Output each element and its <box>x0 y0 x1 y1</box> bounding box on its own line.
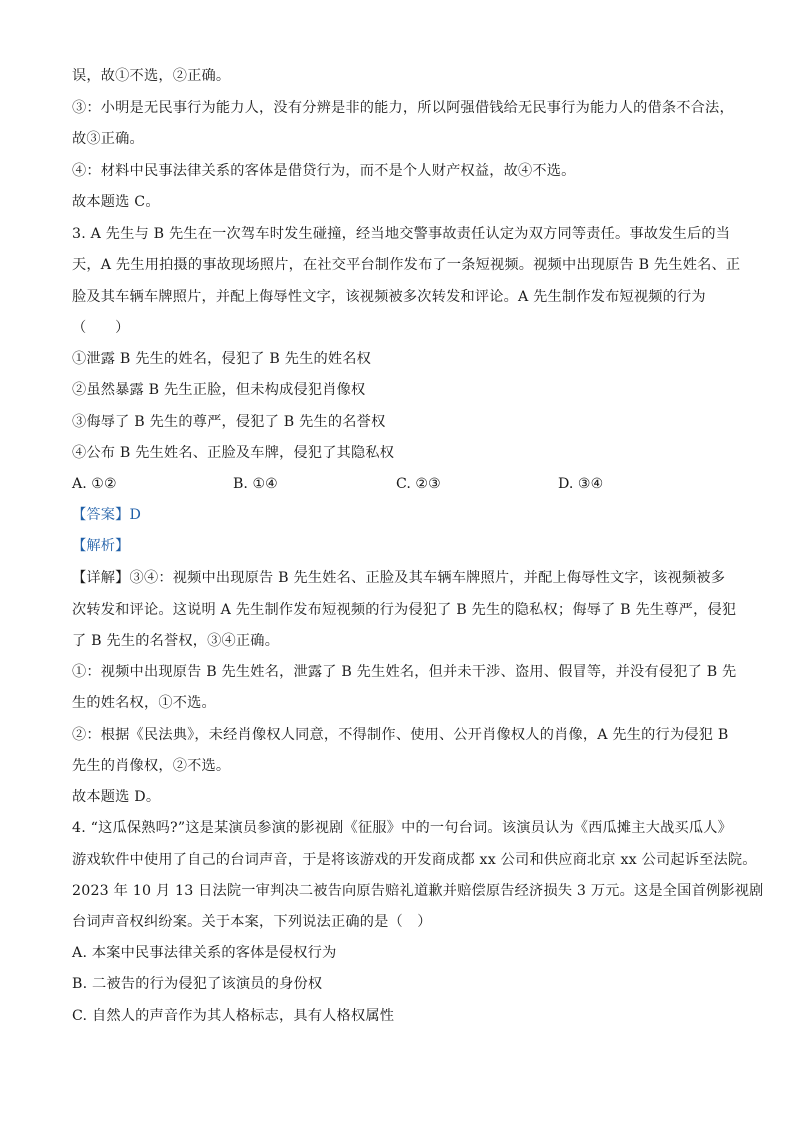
option-d: D. ③④ <box>558 476 604 492</box>
question-3-stem: 3. A 先生与 B 先生在一次驾车时发生碰撞，经当地交警事故责任认定为双方同等责任。事故发生后的当 <box>72 226 731 242</box>
explanation-line: ②：根据《民法典》，未经肖像权人同意，不得制作、使用、公开肖像权人的肖像，A 先生的行为侵犯 B <box>72 727 729 743</box>
question-4-stem: 游戏软件中使用了自己的台词声音，于是将该游戏的开发商成都 xx 公司和供应商北京 xx 公司起诉至法院。 <box>72 852 757 868</box>
statement-2: ②虽然暴露 B 先生正脸，但未构成侵犯肖像权 <box>72 382 366 398</box>
explanation-line: ①：视频中出现原告 B 先生姓名，泄露了 B 先生姓名，但并未干涉、盗用、假冒等，并没有侵犯了 B 先 <box>72 664 737 680</box>
statement-1: ①泄露 B 先生的姓名，侵犯了 B 先生的姓名权 <box>72 351 372 367</box>
question-4-stem: 4. “这瓜保熟吗?”这是某演员参演的影视剧《征服》中的一句台词。该演员认为《西瓜摊主大战买瓜人》 <box>72 820 733 836</box>
question-3-stem: 脸及其车辆车牌照片，并配上侮辱性文字，该视频被多次转发和评论。A 先生制作发布短视频的行为 <box>72 289 706 305</box>
option-a: A. ①② <box>72 476 117 492</box>
answer-blank: （ ） <box>72 320 130 336</box>
question-4-option-a: A. 本案中民事法律关系的客体是侵权行为 <box>72 945 337 961</box>
option-c: C. ②③ <box>396 476 441 492</box>
explanation-line: 【详解】③④：视频中出现原告 B 先生姓名、正脸及其车辆车牌照片，并配上侮辱性文字，该视频被多 <box>72 570 726 586</box>
statement-4: ④公布 B 先生姓名、正脸及车牌，侵犯了其隐私权 <box>72 445 395 461</box>
question-4-option-c: C. 自然人的声音作为其人格标志，具有人格权属性 <box>72 1008 395 1024</box>
explanation-line: 生的姓名权，①不选。 <box>72 695 216 711</box>
question-4-stem: 台词声音权纠纷案。关于本案，下列说法正确的是（ ） <box>72 914 432 930</box>
explanation-line: 次转发和评论。这说明 A 先生制作发布短视频的行为侵犯了 B 先生的隐私权；侮辱了 B 先生尊严，侵犯 <box>72 602 737 618</box>
question-3-stem: 天，A 先生用拍摄的事故现场照片，在社交平台制作发布了一条短视频。视频中出现原告 B 先生姓名、正 <box>72 257 741 273</box>
option-b: B. ①④ <box>233 476 278 492</box>
explanation-line: 先生的肖像权，②不选。 <box>72 758 231 774</box>
question-4-option-b: B. 二被告的行为侵犯了该演员的身份权 <box>72 976 323 992</box>
analysis-label: 【解析】 <box>72 538 130 554</box>
question-4-stem: 2023 年 10 月 13 日法院一审判决二被告向原告赔礼道歉并赔偿原告经济损失 3 万元。这是全国首例影视剧 <box>72 883 764 899</box>
text-line: 故③正确。 <box>72 131 144 147</box>
text-line: 故本题选 C。 <box>72 194 160 210</box>
text-line: ④：材料中民事法律关系的客体是借贷行为，而不是个人财产权益，故④不选。 <box>72 163 576 179</box>
explanation-line: 了 B 先生的名誉权，③④正确。 <box>72 633 280 649</box>
statement-3: ③侮辱了 B 先生的尊严，侵犯了 B 先生的名誉权 <box>72 414 386 430</box>
conclusion-line: 故本题选 D。 <box>72 789 161 805</box>
text-line: 误，故①不选，②正确。 <box>72 68 231 84</box>
answer-label: 【答案】D <box>72 507 142 523</box>
text-line: ③：小明是无民事行为能力人，没有分辨是非的能力，所以阿强借钱给无民事行为能力人的借条不合法， <box>72 100 734 116</box>
